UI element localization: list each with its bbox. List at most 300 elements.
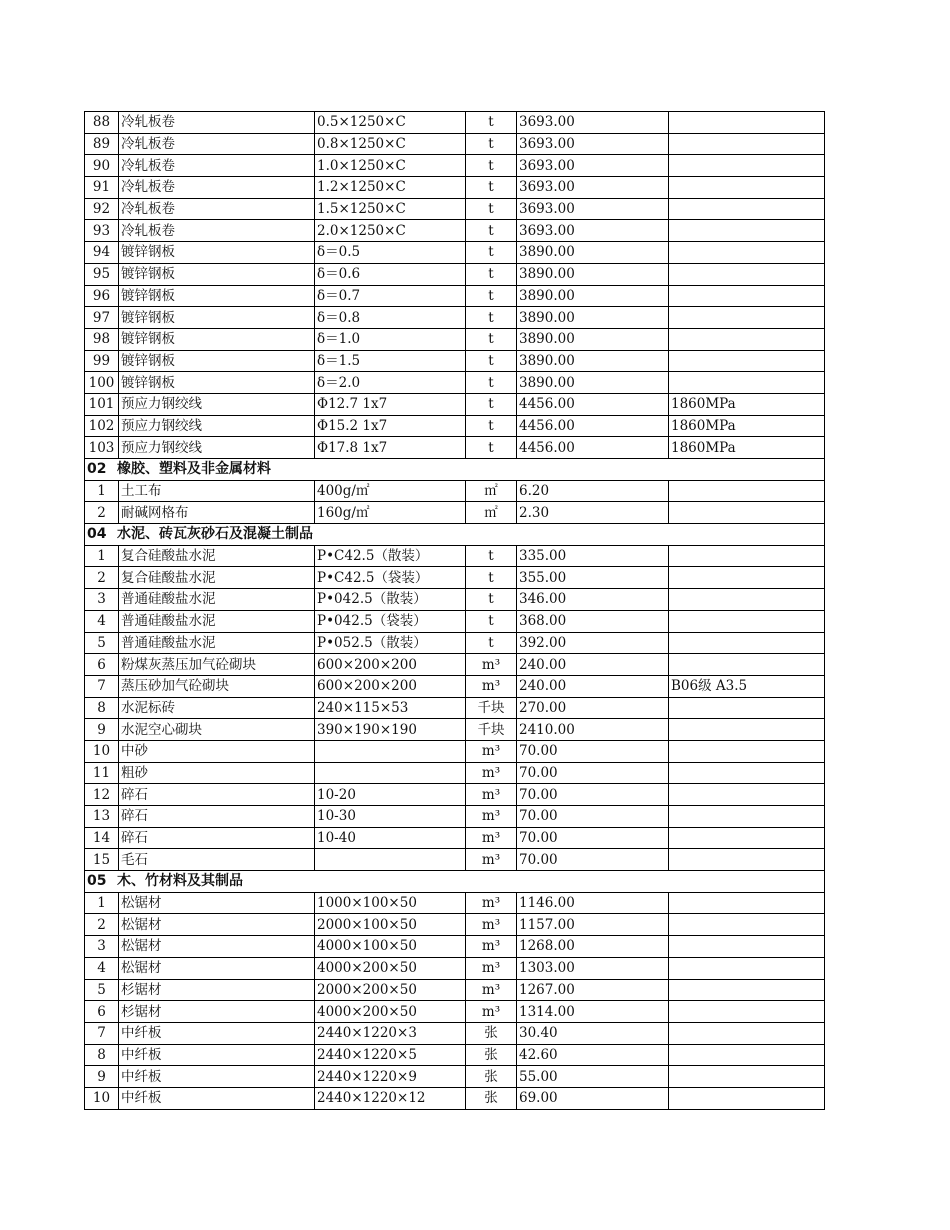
table-row <box>85 914 825 936</box>
price-cell: 3693.00 <box>517 220 669 242</box>
unit-cell: m³ <box>466 957 517 979</box>
section-header-cell <box>85 871 825 893</box>
specification-cell: P•042.5（袋装） <box>315 610 466 632</box>
price-cell: 240.00 <box>517 675 669 697</box>
unit-cell: m³ <box>466 740 517 762</box>
material-name-cell: 松锯材 <box>119 957 315 979</box>
price-cell: 346.00 <box>517 589 669 611</box>
price-cell: 6.20 <box>517 480 669 502</box>
price-cell: 3890.00 <box>517 328 669 350</box>
price-cell: 1303.00 <box>517 957 669 979</box>
specification-cell: 400g/㎡ <box>315 480 466 502</box>
item-number-cell: 96 <box>85 285 119 307</box>
material-name-cell: 中纤板 <box>119 1022 315 1044</box>
table-row <box>85 849 825 871</box>
price-cell: 42.60 <box>517 1044 669 1066</box>
specification-cell: δ＝1.5 <box>315 350 466 372</box>
material-name-cell: 镀锌钢板 <box>119 285 315 307</box>
unit-cell: m³ <box>466 675 517 697</box>
price-cell: 3693.00 <box>517 198 669 220</box>
section-header-cell <box>85 459 825 481</box>
specification-cell: P•C42.5（散装） <box>315 545 466 567</box>
remark-cell <box>669 654 825 676</box>
material-name-cell: 镀锌钢板 <box>119 372 315 394</box>
material-name-cell: 碎石 <box>119 806 315 828</box>
table-row <box>85 415 825 437</box>
remark-cell <box>669 697 825 719</box>
item-number-cell: 2 <box>85 567 119 589</box>
table-row <box>85 632 825 654</box>
section-title: 水泥、砖瓦灰砂石及混凝土制品 <box>117 526 313 543</box>
specification-cell: δ＝2.0 <box>315 372 466 394</box>
material-name-cell: 复合硅酸盐水泥 <box>119 545 315 567</box>
remark-cell <box>669 1044 825 1066</box>
remark-cell <box>669 263 825 285</box>
item-number-cell: 102 <box>85 415 119 437</box>
item-number-cell: 3 <box>85 936 119 958</box>
unit-cell: m³ <box>466 762 517 784</box>
remark-cell <box>669 632 825 654</box>
unit-cell: 张 <box>466 1087 517 1109</box>
material-name-cell: 复合硅酸盐水泥 <box>119 567 315 589</box>
table-row <box>85 784 825 806</box>
item-number-cell: 91 <box>85 177 119 199</box>
section-number: 05 <box>87 873 107 890</box>
item-number-cell: 7 <box>85 1022 119 1044</box>
item-number-cell: 8 <box>85 1044 119 1066</box>
remark-cell <box>669 957 825 979</box>
item-number-cell: 100 <box>85 372 119 394</box>
table-row <box>85 112 825 134</box>
price-cell: 3693.00 <box>517 177 669 199</box>
price-cell: 240.00 <box>517 654 669 676</box>
material-name-cell: 碎石 <box>119 827 315 849</box>
item-number-cell: 97 <box>85 307 119 329</box>
specification-cell: 1.5×1250×C <box>315 198 466 220</box>
section-header-row <box>85 459 825 481</box>
table-row <box>85 675 825 697</box>
unit-cell: t <box>466 328 517 350</box>
specification-cell: 4000×100×50 <box>315 936 466 958</box>
remark-cell <box>669 480 825 502</box>
item-number-cell: 4 <box>85 610 119 632</box>
remark-cell <box>669 177 825 199</box>
material-name-cell: 土工布 <box>119 480 315 502</box>
specification-cell: 2440×1220×5 <box>315 1044 466 1066</box>
item-number-cell: 10 <box>85 740 119 762</box>
table-row <box>85 1087 825 1109</box>
unit-cell: t <box>466 350 517 372</box>
material-name-cell: 冷轧板卷 <box>119 220 315 242</box>
remark-cell <box>669 979 825 1001</box>
item-number-cell: 92 <box>85 198 119 220</box>
price-cell: 70.00 <box>517 849 669 871</box>
remark-cell <box>669 762 825 784</box>
material-name-cell: 冷轧板卷 <box>119 155 315 177</box>
remark-cell <box>669 892 825 914</box>
section-title: 木、竹材料及其制品 <box>117 873 243 890</box>
specification-cell: 600×200×200 <box>315 654 466 676</box>
item-number-cell: 95 <box>85 263 119 285</box>
unit-cell: t <box>466 198 517 220</box>
specification-cell: 2440×1220×12 <box>315 1087 466 1109</box>
item-number-cell: 89 <box>85 133 119 155</box>
unit-cell: 千块 <box>466 697 517 719</box>
unit-cell: t <box>466 437 517 459</box>
material-name-cell: 杉锯材 <box>119 1001 315 1023</box>
section-header-row <box>85 871 825 893</box>
unit-cell: t <box>466 567 517 589</box>
remark-cell <box>669 914 825 936</box>
unit-cell: m³ <box>466 827 517 849</box>
material-name-cell: 毛石 <box>119 849 315 871</box>
material-name-cell: 碎石 <box>119 784 315 806</box>
material-name-cell: 冷轧板卷 <box>119 198 315 220</box>
unit-cell: t <box>466 112 517 134</box>
price-cell: 3693.00 <box>517 112 669 134</box>
remark-cell <box>669 285 825 307</box>
table-row <box>85 155 825 177</box>
item-number-cell: 11 <box>85 762 119 784</box>
specification-cell: 240×115×53 <box>315 697 466 719</box>
material-name-cell: 耐碱网格布 <box>119 502 315 524</box>
remark-cell <box>669 936 825 958</box>
price-cell: 368.00 <box>517 610 669 632</box>
price-cell: 70.00 <box>517 740 669 762</box>
price-cell: 335.00 <box>517 545 669 567</box>
unit-cell: t <box>466 632 517 654</box>
unit-cell: t <box>466 133 517 155</box>
item-number-cell: 10 <box>85 1087 119 1109</box>
remark-cell <box>669 220 825 242</box>
unit-cell: t <box>466 242 517 264</box>
specification-cell: 10-20 <box>315 784 466 806</box>
table-row <box>85 589 825 611</box>
specification-cell: δ＝1.0 <box>315 328 466 350</box>
unit-cell: 张 <box>466 1066 517 1088</box>
specification-cell: 1.2×1250×C <box>315 177 466 199</box>
specification-cell: 600×200×200 <box>315 675 466 697</box>
table-row <box>85 1066 825 1088</box>
section-number: 02 <box>87 461 107 478</box>
specification-cell: δ＝0.6 <box>315 263 466 285</box>
material-name-cell: 中纤板 <box>119 1087 315 1109</box>
table-row <box>85 806 825 828</box>
table-row <box>85 502 825 524</box>
price-table-body <box>85 112 825 1110</box>
material-name-cell: 普通硅酸盐水泥 <box>119 610 315 632</box>
specification-cell: 2.0×1250×C <box>315 220 466 242</box>
table-row <box>85 1022 825 1044</box>
unit-cell: t <box>466 177 517 199</box>
price-cell: 3890.00 <box>517 372 669 394</box>
price-cell: 355.00 <box>517 567 669 589</box>
specification-cell: P•052.5（散装） <box>315 632 466 654</box>
item-number-cell: 99 <box>85 350 119 372</box>
table-row <box>85 437 825 459</box>
section-number: 04 <box>87 526 107 543</box>
item-number-cell: 103 <box>85 437 119 459</box>
price-cell: 2410.00 <box>517 719 669 741</box>
table-row <box>85 936 825 958</box>
remark-cell <box>669 740 825 762</box>
material-name-cell: 冷轧板卷 <box>119 133 315 155</box>
item-number-cell: 12 <box>85 784 119 806</box>
remark-cell <box>669 1087 825 1109</box>
unit-cell: 千块 <box>466 719 517 741</box>
item-number-cell: 13 <box>85 806 119 828</box>
price-cell: 1146.00 <box>517 892 669 914</box>
unit-cell: ㎡ <box>466 502 517 524</box>
item-number-cell: 94 <box>85 242 119 264</box>
remark-cell <box>669 589 825 611</box>
item-number-cell: 3 <box>85 589 119 611</box>
material-name-cell: 中纤板 <box>119 1044 315 1066</box>
material-name-cell: 中砂 <box>119 740 315 762</box>
specification-cell: 1.0×1250×C <box>315 155 466 177</box>
unit-cell: m³ <box>466 849 517 871</box>
item-number-cell: 9 <box>85 1066 119 1088</box>
material-name-cell: 冷轧板卷 <box>119 112 315 134</box>
price-table <box>84 111 825 1110</box>
remark-cell <box>669 545 825 567</box>
remark-cell <box>669 784 825 806</box>
specification-cell: δ＝0.5 <box>315 242 466 264</box>
material-name-cell: 镀锌钢板 <box>119 328 315 350</box>
specification-cell: 2000×200×50 <box>315 979 466 1001</box>
specification-cell: 4000×200×50 <box>315 957 466 979</box>
unit-cell: m³ <box>466 1001 517 1023</box>
specification-cell: 0.5×1250×C <box>315 112 466 134</box>
price-cell: 70.00 <box>517 806 669 828</box>
material-name-cell: 蒸压砂加气砼砌块 <box>119 675 315 697</box>
specification-cell: 390×190×190 <box>315 719 466 741</box>
remark-cell: 1860MPa <box>669 415 825 437</box>
material-name-cell: 松锯材 <box>119 892 315 914</box>
table-row <box>85 198 825 220</box>
unit-cell: m³ <box>466 979 517 1001</box>
item-number-cell: 98 <box>85 328 119 350</box>
unit-cell: ㎡ <box>466 480 517 502</box>
unit-cell: m³ <box>466 806 517 828</box>
price-cell: 69.00 <box>517 1087 669 1109</box>
specification-cell: 2440×1220×9 <box>315 1066 466 1088</box>
remark-cell <box>669 133 825 155</box>
material-name-cell: 预应力钢绞线 <box>119 415 315 437</box>
material-name-cell: 粉煤灰蒸压加气砼砌块 <box>119 654 315 676</box>
price-cell: 70.00 <box>517 762 669 784</box>
material-name-cell: 粗砂 <box>119 762 315 784</box>
price-cell: 3693.00 <box>517 155 669 177</box>
table-row <box>85 263 825 285</box>
price-cell: 1268.00 <box>517 936 669 958</box>
price-cell: 70.00 <box>517 827 669 849</box>
item-number-cell: 14 <box>85 827 119 849</box>
material-name-cell: 镀锌钢板 <box>119 242 315 264</box>
material-name-cell: 普通硅酸盐水泥 <box>119 632 315 654</box>
material-name-cell: 松锯材 <box>119 936 315 958</box>
unit-cell: t <box>466 220 517 242</box>
specification-cell: δ＝0.8 <box>315 307 466 329</box>
price-cell: 3890.00 <box>517 285 669 307</box>
material-name-cell: 普通硅酸盐水泥 <box>119 589 315 611</box>
table-row <box>85 220 825 242</box>
table-row <box>85 133 825 155</box>
material-name-cell: 水泥空心砌块 <box>119 719 315 741</box>
remark-cell <box>669 350 825 372</box>
remark-cell <box>669 827 825 849</box>
table-row <box>85 285 825 307</box>
item-number-cell: 93 <box>85 220 119 242</box>
price-cell: 1267.00 <box>517 979 669 1001</box>
unit-cell: t <box>466 545 517 567</box>
specification-cell: P•C42.5（袋装） <box>315 567 466 589</box>
remark-cell <box>669 502 825 524</box>
specification-cell: 160g/㎡ <box>315 502 466 524</box>
remark-cell <box>669 1022 825 1044</box>
table-row <box>85 372 825 394</box>
specification-cell: 4000×200×50 <box>315 1001 466 1023</box>
item-number-cell: 2 <box>85 914 119 936</box>
remark-cell <box>669 372 825 394</box>
table-row <box>85 1001 825 1023</box>
item-number-cell: 1 <box>85 892 119 914</box>
specification-cell: 2000×100×50 <box>315 914 466 936</box>
remark-cell <box>669 806 825 828</box>
material-name-cell: 杉锯材 <box>119 979 315 1001</box>
price-cell: 55.00 <box>517 1066 669 1088</box>
price-cell: 392.00 <box>517 632 669 654</box>
price-cell: 4456.00 <box>517 393 669 415</box>
remark-cell: B06级 A3.5 <box>669 675 825 697</box>
specification-cell: 0.8×1250×C <box>315 133 466 155</box>
specification-cell: δ＝0.7 <box>315 285 466 307</box>
item-number-cell: 88 <box>85 112 119 134</box>
unit-cell: m³ <box>466 892 517 914</box>
section-header-row <box>85 524 825 546</box>
table-row <box>85 545 825 567</box>
table-row <box>85 762 825 784</box>
table-row <box>85 957 825 979</box>
table-row <box>85 328 825 350</box>
table-row <box>85 567 825 589</box>
material-name-cell: 镀锌钢板 <box>119 307 315 329</box>
table-row <box>85 610 825 632</box>
item-number-cell: 6 <box>85 654 119 676</box>
table-row <box>85 307 825 329</box>
table-row <box>85 177 825 199</box>
material-name-cell: 镀锌钢板 <box>119 263 315 285</box>
table-row <box>85 697 825 719</box>
remark-cell <box>669 155 825 177</box>
price-cell: 1314.00 <box>517 1001 669 1023</box>
unit-cell: 张 <box>466 1044 517 1066</box>
remark-cell <box>669 610 825 632</box>
specification-cell: 2440×1220×3 <box>315 1022 466 1044</box>
unit-cell: t <box>466 610 517 632</box>
item-number-cell: 5 <box>85 979 119 1001</box>
price-cell: 3890.00 <box>517 263 669 285</box>
unit-cell: m³ <box>466 784 517 806</box>
price-cell: 3890.00 <box>517 242 669 264</box>
item-number-cell: 7 <box>85 675 119 697</box>
item-number-cell: 1 <box>85 480 119 502</box>
table-row <box>85 480 825 502</box>
material-name-cell: 水泥标砖 <box>119 697 315 719</box>
unit-cell: m³ <box>466 914 517 936</box>
unit-cell: t <box>466 589 517 611</box>
item-number-cell: 2 <box>85 502 119 524</box>
table-row <box>85 242 825 264</box>
material-name-cell: 镀锌钢板 <box>119 350 315 372</box>
remark-cell <box>669 1001 825 1023</box>
specification-cell: Φ15.2 1x7 <box>315 415 466 437</box>
table-row <box>85 350 825 372</box>
price-cell: 3693.00 <box>517 133 669 155</box>
section-header-cell <box>85 524 825 546</box>
unit-cell: t <box>466 307 517 329</box>
remark-cell <box>669 1066 825 1088</box>
unit-cell: m³ <box>466 654 517 676</box>
item-number-cell: 9 <box>85 719 119 741</box>
price-cell: 1157.00 <box>517 914 669 936</box>
item-number-cell: 90 <box>85 155 119 177</box>
material-name-cell: 松锯材 <box>119 914 315 936</box>
specification-cell: 1000×100×50 <box>315 892 466 914</box>
price-cell: 270.00 <box>517 697 669 719</box>
item-number-cell: 8 <box>85 697 119 719</box>
price-cell: 3890.00 <box>517 307 669 329</box>
unit-cell: t <box>466 393 517 415</box>
unit-cell: t <box>466 155 517 177</box>
remark-cell <box>669 198 825 220</box>
item-number-cell: 101 <box>85 393 119 415</box>
remark-cell <box>669 112 825 134</box>
price-cell: 70.00 <box>517 784 669 806</box>
item-number-cell: 15 <box>85 849 119 871</box>
specification-cell: Φ17.8 1x7 <box>315 437 466 459</box>
price-cell: 4456.00 <box>517 415 669 437</box>
specification-cell: 10-30 <box>315 806 466 828</box>
unit-cell: t <box>466 285 517 307</box>
table-row <box>85 654 825 676</box>
item-number-cell: 4 <box>85 957 119 979</box>
remark-cell <box>669 328 825 350</box>
item-number-cell: 6 <box>85 1001 119 1023</box>
remark-cell: 1860MPa <box>669 393 825 415</box>
table-row <box>85 979 825 1001</box>
price-cell: 4456.00 <box>517 437 669 459</box>
material-name-cell: 预应力钢绞线 <box>119 437 315 459</box>
remark-cell <box>669 307 825 329</box>
remark-cell <box>669 849 825 871</box>
unit-cell: t <box>466 372 517 394</box>
table-row <box>85 740 825 762</box>
price-cell: 3890.00 <box>517 350 669 372</box>
remark-cell <box>669 719 825 741</box>
specification-cell: 10-40 <box>315 827 466 849</box>
table-row <box>85 827 825 849</box>
item-number-cell: 5 <box>85 632 119 654</box>
table-row <box>85 719 825 741</box>
remark-cell <box>669 242 825 264</box>
specification-cell <box>315 849 466 871</box>
unit-cell: t <box>466 415 517 437</box>
specification-cell <box>315 762 466 784</box>
unit-cell: 张 <box>466 1022 517 1044</box>
unit-cell: t <box>466 263 517 285</box>
specification-cell <box>315 740 466 762</box>
